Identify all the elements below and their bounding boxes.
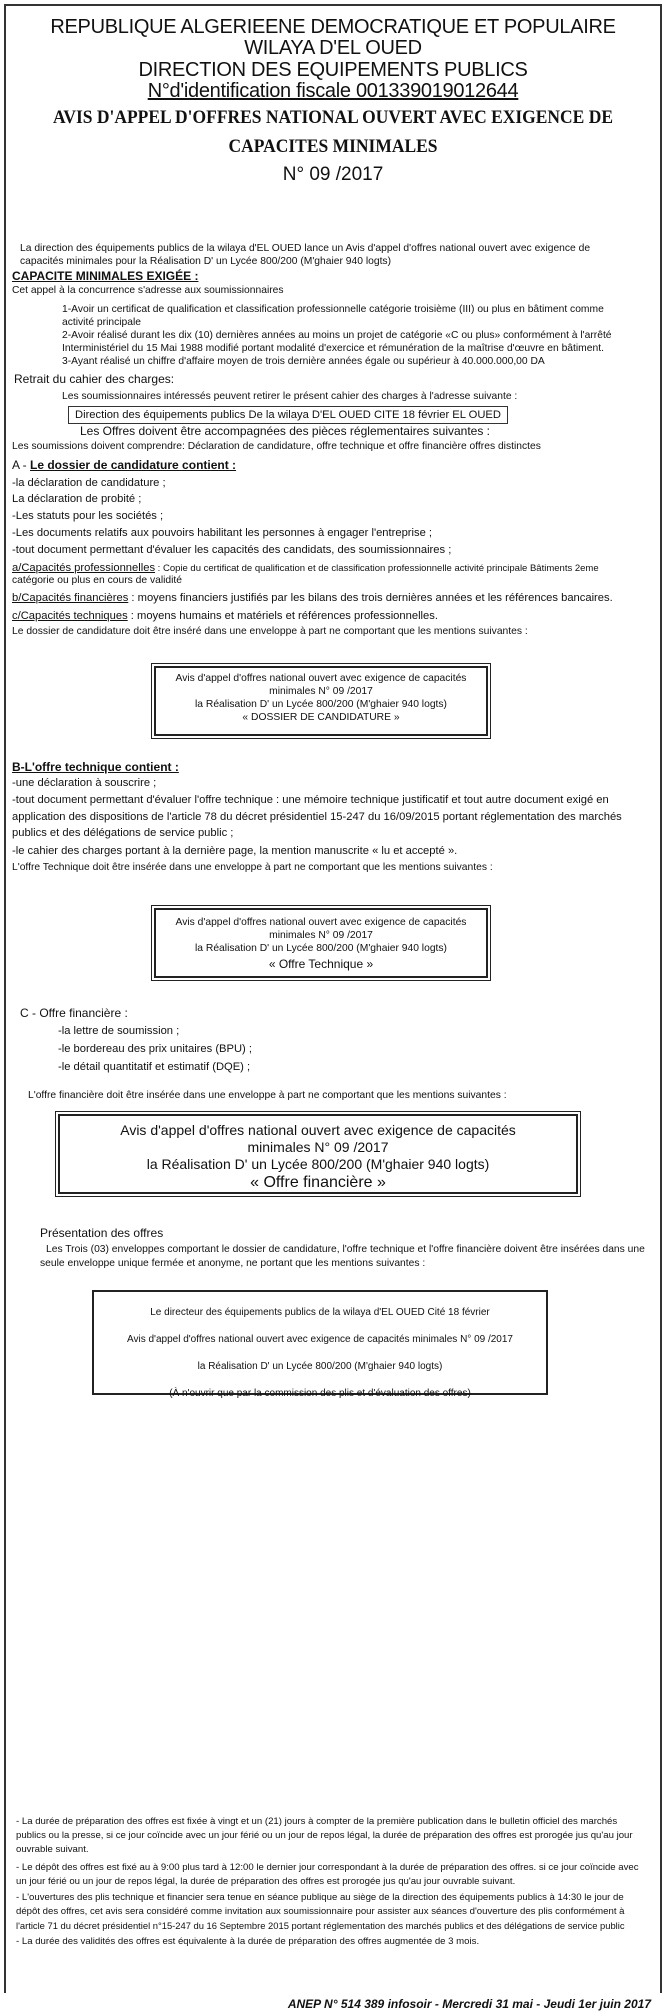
- offres-line: Les soumissions doivent comprendre: Déclaration de candidature, offre technique et offre financière offres distinctes: [12, 441, 541, 452]
- intro-line1: La direction des équipements publics de la wilaya d'EL OUED lance un Avis d'appel d'offres national ouvert avec exigence de: [20, 243, 591, 254]
- capacite-subtitle: Cet appel à la concurrence s'adresse aux soumissionnaires: [12, 285, 284, 296]
- condition-line-2: publics ou la presse, si ce jour coïncide avec un jour férié ou un jour de repos légal, la durée de préparation des offres est prorogée jus qu'au jour: [16, 1830, 633, 1841]
- capacites-professionnelles-label: a/Capacités professionnelles: [12, 562, 156, 574]
- dossier-box-line2: minimales N° 09 /2017: [269, 686, 373, 697]
- dossier-item-1: -la déclaration de candidature ;: [12, 477, 166, 489]
- condition-line-1: - La durée de préparation des offres est fixée à vingt et un (21) jours à compter de la première publication dans le bulletin officiel des marchés: [16, 1816, 618, 1827]
- notice-title-line2: CAPACITES MINIMALES: [228, 136, 438, 157]
- header-direction: DIRECTION DES EQUIPEMENTS PUBLICS: [138, 59, 528, 81]
- technique-box-line1: Avis d'appel d'offres national ouvert avec exigence de capacités: [175, 917, 467, 928]
- technique-item-1: -une déclaration à souscrire ;: [12, 777, 157, 789]
- dossier-item-3: -Les statuts pour les sociétés ;: [12, 510, 164, 522]
- technique-box-line2: minimales N° 09 /2017: [269, 930, 373, 941]
- financiere-item-3: -le détail quantitatif et estimatif (DQE) ;: [58, 1061, 251, 1073]
- technique-box-line4: « Offre Technique »: [268, 957, 374, 971]
- dossier-envelope-box: [154, 666, 488, 736]
- presentation-line2: seule enveloppe unique fermée et anonyme, ne portant que les mentions suivantes :: [40, 1258, 426, 1269]
- retrait-heading: Retrait du cahier des charges:: [14, 372, 175, 386]
- condition-line-7: dépôt des offres, cet avis sera considéré comme invitation aux soumissionnaire pour assister aux séances d'ouverture des plis conformément à: [16, 1906, 625, 1917]
- dossier-box-line1: Avis d'appel d'offres national ouvert avec exigence de capacités: [175, 673, 467, 684]
- financiere-box-line3: la Réalisation D' un Lycée 800/200 (M'ghaier 940 logts): [146, 1156, 490, 1172]
- technique-box-line3: la Réalisation D' un Lycée 800/200 (M'ghaier 940 logts): [195, 943, 447, 954]
- dossier-heading: Le dossier de candidature contient :: [30, 458, 237, 472]
- financiere-item-2: -le bordereau des prix unitaires (BPU) ;: [58, 1043, 253, 1055]
- dossier-item-4: -Les documents relatifs aux pouvoirs habilitant les personnes à engager l'entreprise ;: [12, 527, 433, 539]
- condition-line-5: un jour férié ou un jour de repos légal, la durée de préparation des offres est prorogée jus qu'au jour ouvrable suivant.: [16, 1876, 516, 1887]
- dossier-prefix: A -: [12, 458, 31, 472]
- capacite-item-1: 1-Avoir un certificat de qualification et classification professionnelle catégorie troisième (III) ou plus en bâtiment comme: [62, 304, 604, 315]
- presentation-heading: Présentation des offres: [40, 1226, 164, 1240]
- condition-line-6: - L'ouvertures des plis technique et financier sera tenue en séance publique au siège de la direction des équipements publics à 14:30 le jour de: [16, 1892, 624, 1903]
- financiere-box-line1: Avis d'appel d'offres national ouvert avec exigence de capacités: [120, 1122, 516, 1138]
- capacite-item-3: 3-Ayant réalisé un chiffre d'affaire moyen de trois dernière années égale ou supérieur à 40.000.000,00 DA: [62, 356, 545, 367]
- presentation-envelope-box: [92, 1290, 548, 1399]
- capacites-techniques-label: c/Capacités techniques: [12, 610, 128, 622]
- technique-closing: L'offre Technique doit être insérée dans une enveloppe à part ne comportant que les mentions suivantes :: [12, 862, 493, 873]
- technique-item-2-cont: application des dispositions de l'article 78 du décret présidentiel 15-247 du 16/09/2015 portant réglementation des marchés: [12, 811, 622, 823]
- financiere-box-line2: minimales N° 09 /2017: [247, 1139, 389, 1155]
- capacite-item-2: 2-Avoir réalisé durant les dix (10) dernières années au moins un projet de catégorie «C ou plus» conformément à l'arrêté: [62, 330, 612, 341]
- capacite-item-1-cont: activité principale: [62, 317, 141, 328]
- footer-text: ANEP N° 514 389 infosoir - Mercredi 31 mai - Jeudi 1er juin 2017: [287, 1997, 651, 2011]
- financiere-heading: C - Offre financière :: [20, 1006, 128, 1020]
- condition-line-8: l'article 71 du décret présidentiel n°15-247 du 16 Septembre 2015 portant réglementation des marchés publics et des délégations de service public: [16, 1920, 625, 1931]
- notice-title-line1: AVIS D'APPEL D'OFFRES NATIONAL OUVERT AVEC EXIGENCE DE: [52, 107, 613, 128]
- retrait-address: Direction des équipements publics De la wilaya D'EL OUED CITE 18 février EL OUED: [68, 406, 508, 424]
- capacite-heading: CAPACITE MINIMALES EXIGÉE :: [12, 269, 199, 283]
- technique-envelope-box: [154, 908, 488, 978]
- condition-line-9: - La durée des validités des offres est équivalente à la durée de préparation des offres augmentée de 3 mois.: [16, 1936, 480, 1947]
- capacites-techniques-text: : moyens humains et matériels et références professionnelles.: [127, 610, 438, 622]
- dossier-box-line3: la Réalisation D' un Lycée 800/200 (M'ghaier 940 logts): [195, 699, 447, 710]
- dossier-closing: Le dossier de candidature doit être inséré dans une enveloppe à part ne comportant que les mentions suivantes :: [12, 626, 528, 637]
- tender-notice-page: [4, 4, 662, 1997]
- dossier-item-2: La déclaration de probité ;: [12, 493, 142, 505]
- intro-line2: capacités minimales pour la Réalisation D' un Lycée 800/200 (M'ghaier 940 logts): [20, 256, 392, 267]
- financiere-envelope-box: [58, 1114, 578, 1194]
- capacites-professionnelles-text: : Copie du certificat de qualification et de classification professionnelle activité principale Bâtiments 2eme: [155, 563, 599, 574]
- technique-heading: B-L'offre technique contient :: [12, 760, 179, 774]
- presentation-box-line4: (À n'ouvrir que par la commission des plis et d'évaluation des offres): [169, 1388, 471, 1399]
- condition-line-4: - Le dépôt des offres est fixé au à 9:00 plus tard à 12:00 le dernier jour correspondant à la durée de préparation des offres. si ce jour coïncide avec: [16, 1862, 639, 1873]
- header-fiscal-id: N°d'identification fiscale 001339019012644: [147, 80, 519, 102]
- financiere-item-1: -la lettre de soumission ;: [58, 1025, 180, 1037]
- notice-number: N° 09 /2017: [282, 164, 384, 185]
- capacites-professionnelles-text-cont: catégorie ou plus en cours de validité: [12, 575, 183, 586]
- condition-line-3: ouvrable suivant.: [16, 1844, 89, 1855]
- capacites-financieres-text: : moyens financiers justifiés par les bilans des trois dernières années et les références bancaires.: [128, 592, 613, 604]
- header-republic: REPUBLIQUE ALGERIEENE DEMOCRATIQUE ET POPULAIRE: [50, 16, 616, 38]
- financiere-closing: L'offre financière doit être insérée dans une enveloppe à part ne comportant que les mentions suivantes :: [28, 1090, 507, 1101]
- financiere-box-line4: « Offre financière »: [250, 1174, 386, 1191]
- presentation-box-line3: la Réalisation D' un Lycée 800/200 (M'ghaier 940 logts): [197, 1361, 443, 1372]
- technique-item-2: -tout document permettant d'évaluer l'offre technique : une mémoire technique justificatif et tout autre document exigé en: [12, 794, 609, 806]
- header-wilaya: WILAYA D'EL OUED: [244, 37, 422, 59]
- retrait-line: Les soumissionnaires intéressés peuvent retirer le présent cahier des charges à l'adresse suivante :: [62, 391, 518, 402]
- presentation-box-line2: Avis d'appel d'offres national ouvert avec exigence de capacités minimales N° 09 /2017: [126, 1334, 513, 1345]
- offres-heading: Les Offres doivent être accompagnées des pièces réglementaires suivantes :: [80, 424, 491, 438]
- publication-footer: [0, 1993, 667, 2015]
- dossier-item-5: -tout document permettant d'évaluer les capacités des candidats, des soumissionnaires ;: [12, 544, 452, 556]
- presentation-box-line1: Le directeur des équipements publics de la wilaya d'EL OUED Cité 18 février: [150, 1307, 490, 1318]
- presentation-line1: Les Trois (03) enveloppes comportant le dossier de candidature, l'offre technique et l'offre financière doivent être insérées dans une: [46, 1244, 645, 1255]
- capacites-financieres-label: b/Capacités financières: [12, 592, 129, 604]
- capacite-item-2-cont: Interministériel du 15 Mai 1988 modifié portant modalité d'exercice et rémunération de la maîtrise d'œuvre en bâtiment.: [62, 343, 604, 354]
- technique-item-2-end: publics et des délégations de service public ;: [12, 827, 234, 839]
- technique-item-3: -le cahier des charges portant à la dernière page, la mention manuscrite « lu et accepté ».: [12, 845, 458, 857]
- dossier-box-line4: « DOSSIER DE CANDIDATURE »: [242, 712, 400, 723]
